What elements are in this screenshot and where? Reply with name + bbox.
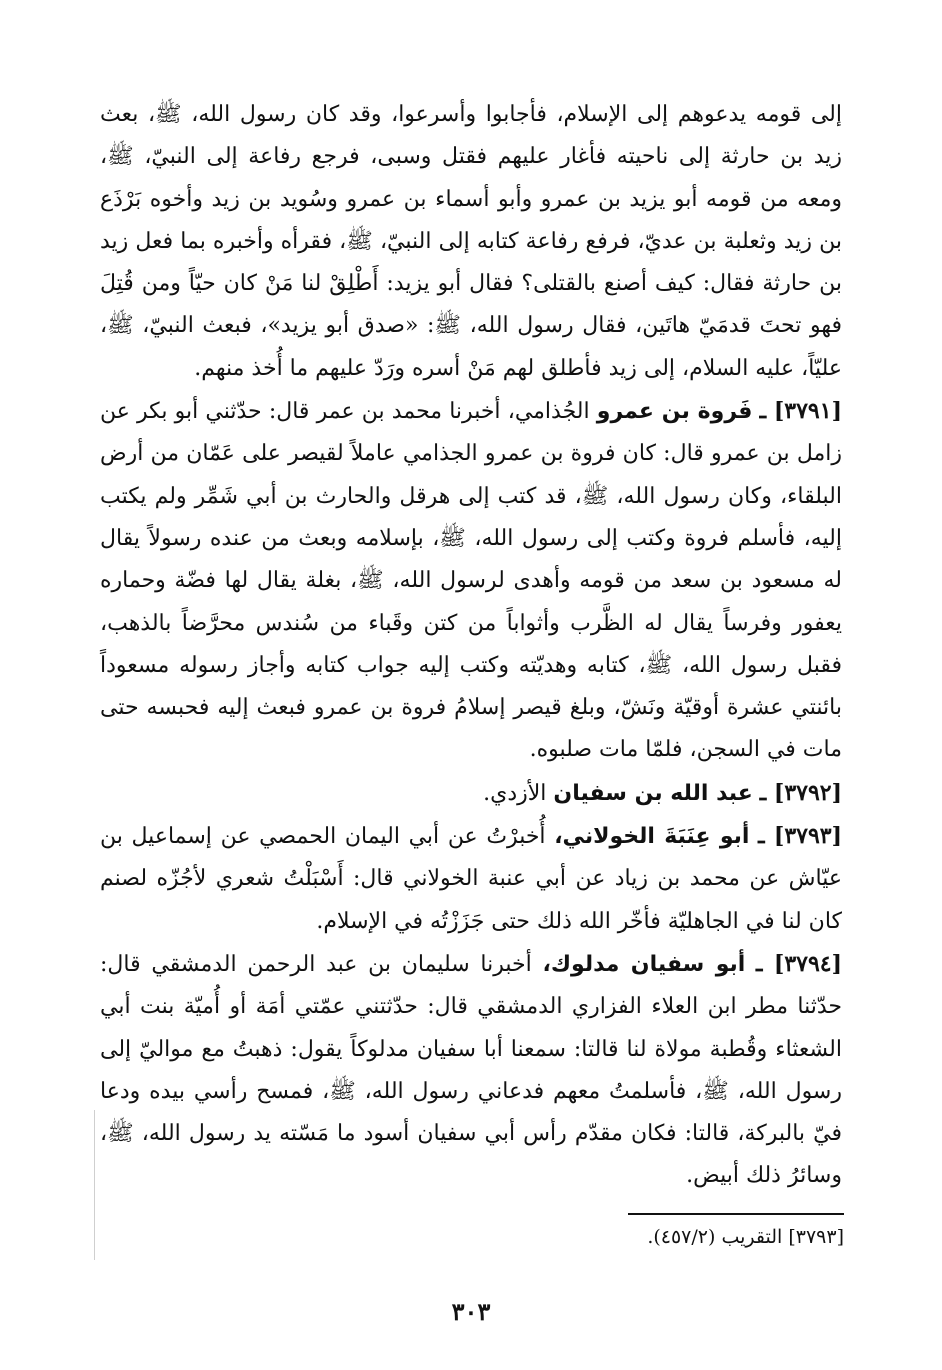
paragraph-p4 [100, 815, 842, 943]
paragraph-p1 [100, 94, 842, 390]
main-text [100, 94, 842, 1198]
paragraph-text: أخبرنا سليمان بن عبد الرحمن الدمشقي قال: حدّثنا مطر ابن العلاء الفزاري الدمشقي قال: حدّثتني عمّتي أمَة أو أُميّة بنت أبي الشعثاء وقُطبة مولاة لنا قالتا: سمعنا أبا سفيان مدلوكاً يقول: ذهبتُ مع مواليّ إلى رسول الله، ﷺ، فأسلمتُ معهم فدعاني رسول الله، ﷺ، فمسح رأسي بيده ودعا فيّ بالبركة، قالتا: فكان مقدّم رأس أبي سفيان أسود ما مَسّته يد رسول الله، ﷺ، وسائرُ ذلك أبيض. [100, 951, 842, 1189]
paragraph-text: الأزدي. [483, 780, 547, 806]
entry-name: أبو سفيان مدلوك، [542, 951, 746, 977]
entry-name: فَروة بن عمرو [596, 399, 753, 425]
page-number: ٣٠٣ [451, 1297, 491, 1326]
entry-name: عبد الله بن سفيان [553, 780, 753, 806]
entry-number: [٣٧٩٢] ـ [759, 779, 842, 806]
footnote-divider [628, 1213, 844, 1215]
entry-number: [٣٧٩١] ـ [759, 398, 842, 425]
paragraph-p5 [100, 943, 842, 1198]
paragraph-p2 [100, 390, 842, 772]
entry-number: [٣٧٩٤] ـ [756, 950, 842, 977]
paragraph-p3 [100, 772, 842, 815]
entry-name: أبو عِنَبَةَ الخولاني، [554, 824, 750, 850]
paragraph-text: إلى قومه يدعوهم إلى الإسلام، فأجابوا وأسرعوا، وقد كان رسول الله، ﷺ، بعث زيد بن حارثة إلى ناحيته فأغار عليهم فقتل وسبى، فرجع رفاعة إلى النبيّ، ﷺ، ومعه من قومه أبو يزيد بن عمرو وأبو أسماء بن عمرو وسُويد بن زيد وأخوه بَرْذَع بن زيد وثعلبة بن عديّ، فرفع رفاعة كتابه إلى النبيّ، ﷺ، فقرأه وأخبره بما فعل زيد بن حارثة فقال: كيف أصنع بالقتلى؟ فقال أبو يزيد: أَطْلِقْ لنا مَنْ كان حيّاً ومن قُتِلَ فهو تحتَ قدمَيّ هاتَين، فقال رسول الله، ﷺ: «صدق أبو يزيد»، فبعث النبيّ، ﷺ، عليّاً، عليه السلام، إلى زيد فأطلق لهم مَنْ أسره ورَدّ عليهم ما أُخذ منهم. [100, 102, 842, 381]
paragraph-text: أُخبرْتُ عن أبي اليمان الحمصي عن إسماعيل بن عيّاش عن محمد بن زياد عن أبي عنبة الخولاني قال: أَسْبَلْتُ شعري لأجُزّه لصنم كان لنا في الجاهليّة فأخّر الله ذلك حتى جَزَزْتُه في الإسلام. [100, 824, 842, 934]
paragraph-text: الجُذامي، أخبرنا محمد بن عمر قال: حدّثني أبو بكر عن زامل بن عمرو قال: كان فروة بن عمرو الجذامي عاملاً لقيصر على عَمّان من أرض البلقاء، وكان رسول الله، ﷺ، قد كتب إلى هرقل والحارث بن أبي شَمِّر ولم يكتب إليه، فأسلم فروة وكتب إلى رسول الله، ﷺ، بإسلامه وبعث من عنده رسولاً يقال له مسعود بن سعد من قومه وأهدى لرسول الله، ﷺ، بغلة يقال لها فضّة وحماره يعفور وفرساً يقال له الظَّرب وأثواباً من كتن وقَباء من سُندس محرَّضاً بالذهب، فقبل رسول الله، ﷺ، كتابه وهديّته وكتب إليه جواب كتابه وأجاز رسوله مسعوداً بائنتي عشرة أوقيّة ونَشّ، وبلغ قيصر إسلامُ فروة بن عمرو فبعث إليه فحبسه حتى مات في السجن، فلمّا مات صلبوه. [100, 399, 842, 763]
page-edge-shadow [94, 1110, 95, 1260]
footnote: [٣٧٩٣] التقريب (٤٥٧/٢). [647, 1226, 844, 1248]
entry-number: [٣٧٩٣] ـ [758, 823, 843, 850]
